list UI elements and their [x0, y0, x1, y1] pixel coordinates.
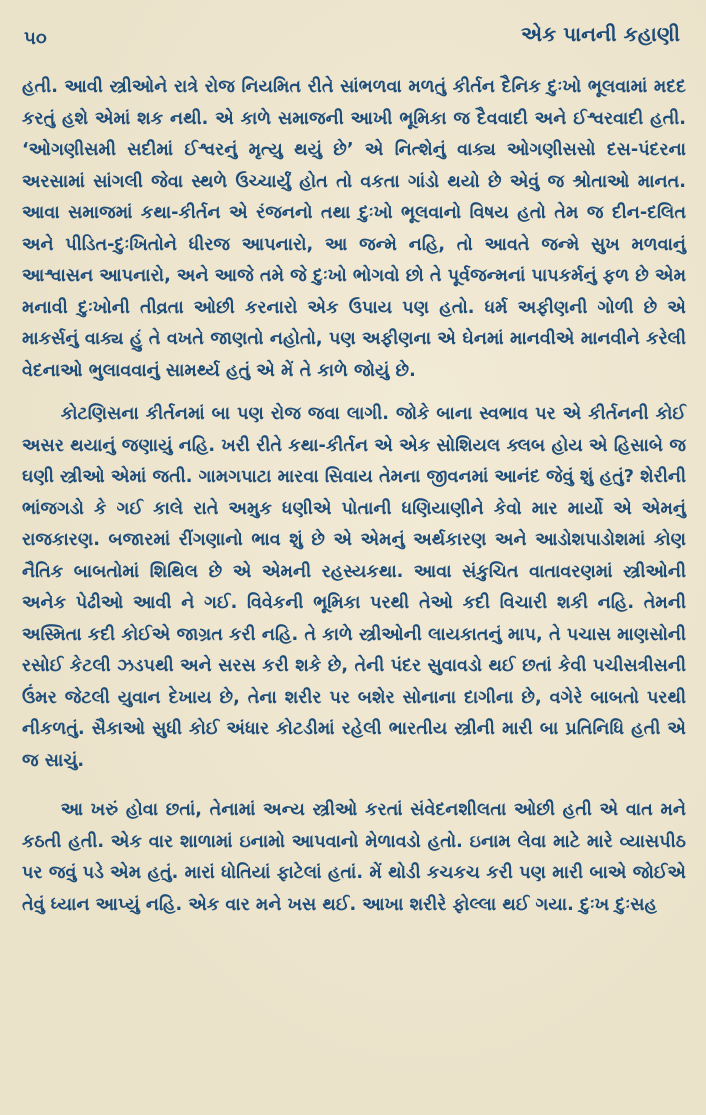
body-text — [22, 72, 686, 921]
paragraph-3: આ ખરું હોવા છતાં, તેનામાં અન્ય સ્ત્રીઓ કરતાં સંવેદનશીલતા ઓછી હતી એ વાત મને કઠતી હતી. એક વાર શાળામાં ઇનામો આપવાનો મેળાવડો હતો. ઇનામ લેવા માટે મારે વ્યાસપીઠ પર જવું પડે એમ હતું. મારાં ધોતિયાં ફાટેલાં હતાં. મેં થોડી કચકચ કરી પણ મારી બાએ જોઈએ તેવું ધ્યાન આપ્યું નહિ. એક વાર મને ખસ થઈ. આખા શરીરે ફોલ્લા થઈ ગયા. દુઃખ દુઃસહ — [22, 800, 686, 915]
running-title: એક પાનની કહાણી — [521, 22, 680, 46]
page-number: ૫૦ — [24, 28, 47, 49]
paragraph-1: હતી. આવી સ્ત્રીઓને રાત્રે રોજ નિયમિત રીતે સાંભળવા મળતું કીર્તન દૈનિક દુઃખો ભૂલવામાં મદદ કરતું હશે એમાં શક નથી. એ કાળે સમાજની આખી ભૂમિકા જ દૈવવાદી અને ઈશ્વરવાદી હતી. ‘ઓગણીસમી સદીમાં ઈશ્વરનું મૃત્યુ થયું છે’ એ નિત્શેનું વાક્ય ઓગણીસસો દસ-પંદરના અરસામાં સાંગલી જેવા સ્થળે ઉચ્ચાર્યું હોત તો વકતા ગાંડો થયો છે એવું જ શ્રોતાઓ માનત. આવા સમાજમાં કથા-કીર્તન એ રંજનનો તથા દુઃખો ભૂલવાનો વિષય હતો તેમ જ દીન-દલિત અને પીડિત-દુઃખિતોને ધીરજ આપનારો, આ જન્મે નહિ, તો આવતે જન્મે સુખ મળવાનું આશ્વાસન આપનારો, અને આજે તમે જે દુઃખો ભોગવો છો તે પૂર્વજન્મનાં પાપકર્મનું ફળ છે એમ મનાવી દુઃખોની તીવ્રતા ઓછી કરનારો એક ઉપાય પણ હતો. ધર્મ અફીણની ગોળી છે એ માકર્સનું વાક્ય હું તે વખતે જાણતો નહોતો, પણ અફીણના એ ઘેનમાં માનવીએ માનવીને કરેલી વેદનાઓ ભુલાવવાનું સામર્થ્ય હતું એ મેં તે કાળે જોયું છે. — [22, 77, 686, 381]
page-header — [0, 22, 706, 62]
paragraph-2: કોટણિસના કીર્તનમાં બા પણ રોજ જવા લાગી. જોકે બાના સ્વભાવ પર એ કીર્તનની કોઈ અસર થયાનું જણાયું નહિ. ખરી રીતે કથા-કીર્તન એ એક સોશિયલ ક્લબ હોય એ હિસાબે જ ઘણી સ્ત્રીઓ એમાં જતી. ગામગપાટા મારવા સિવાય તેમના જીવનમાં આનંદ જેવું શું હતું? શેરીની ભાંજગડો કે ગઈ કાલે રાતે અમુક ધણીએ પોતાની ધણિયાણીને કેવો માર માર્યો એ એમનું રાજકારણ. બજારમાં રીંગણાનો ભાવ શું છે એ એમનું અર્થકારણ અને આડોશપાડોશમાં કોણ નૈતિક બાબતોમાં શિથિલ છે એ એમની રહસ્યકથા. આવા સંકુચિત વાતાવરણમાં સ્ત્રીઓની અનેક પેઢીઓ આવી ને ગઈ. વિવેકની ભૂમિકા પરથી તેઓ કદી વિચારી શકી નહિ. તેમની અસ્મિતા કદી કોઈએ જાગ્રત કરી નહિ. તે કાળે સ્ત્રીઓની લાયકાતનું માપ, તે પચાસ માણસોની રસોઈ કેટલી ઝડપથી અને સરસ કરી શકે છે, તેની પંદર સુવાવડો થઈ છતાં કેવી પચીસત્રીસની ઉંમર જેટલી યુવાન દેખાય છે, તેના શરીર પર બશેર સોનાના દાગીના છે, વગેરે બાબતો પરથી નીકળતું. સૈકાઓ સુધી કોઈ અંધાર કોટડીમાં રહેલી ભારતીય સ્ત્રીની મારી બા પ્રતિનિધિ હતી એ જ સાચું. — [22, 404, 686, 771]
